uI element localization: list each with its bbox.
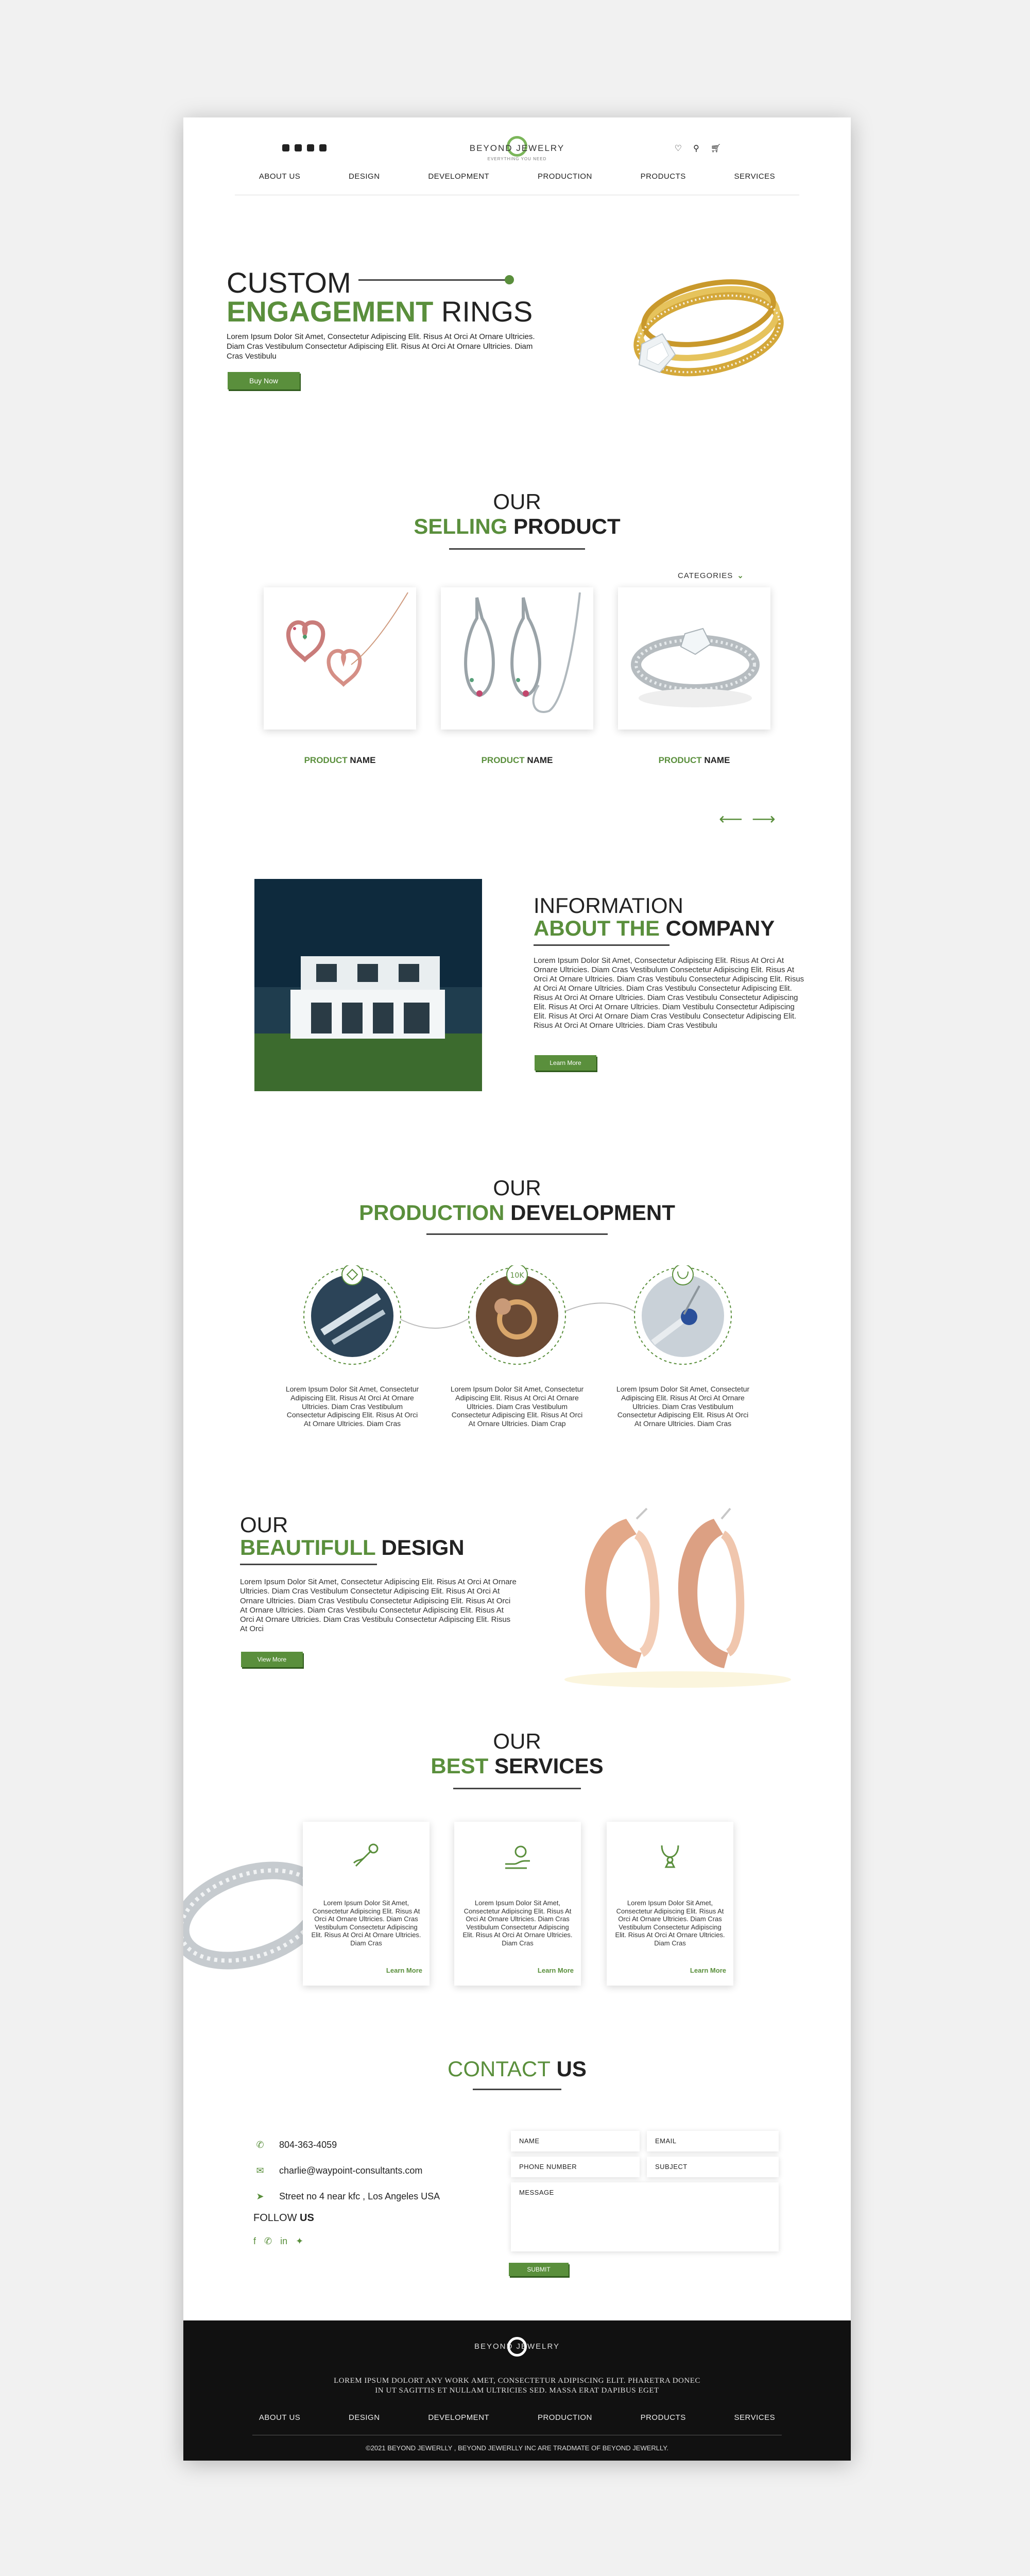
nav-services[interactable]: SERVICES (734, 172, 776, 181)
footer-description-line2: IN UT SAGITTIS ET NULLAM ULTRICIES SED. MASSA ERAT DAPIBUS EGET (375, 2386, 659, 2395)
heart-icon[interactable]: ♡ (674, 144, 682, 153)
cart-icon[interactable]: 🛒︎ (710, 144, 721, 153)
company-building-image (254, 879, 482, 1091)
production-heading-line2 (183, 1200, 851, 1225)
ring-offer-icon (502, 1840, 533, 1871)
mail-icon: ✉ (256, 2165, 264, 2176)
design-title-line1: OUR (240, 1513, 288, 1537)
service-card (454, 1822, 581, 1986)
categories-label: CATEGORIES (678, 571, 733, 580)
page (183, 117, 851, 2461)
production-heading-line1: OUR (493, 1176, 541, 1200)
hero-title-accent: ENGAGEMENT (227, 295, 434, 328)
instagram-icon[interactable] (295, 144, 302, 151)
service-description: Lorem Ipsum Dolor Sit Amet, Consectetur Adipiscing Elit. Risus At Orci At Ornare Ultricies. Diam Cras Vestibulum Consectetur Adipiscing Elit. Risus At Orci At Ornare Ultricies. Diam Cras (462, 1899, 573, 1947)
selling-heading-accent: SELLING (414, 514, 508, 538)
selling-heading-rest: PRODUCT (507, 514, 621, 538)
product-card[interactable] (264, 587, 416, 730)
hero-title-line1: CUSTOM (227, 266, 351, 299)
step-crafting-image (467, 1265, 568, 1366)
contact-email (254, 2165, 422, 2176)
step-description: Lorem Ipsum Dolor Sit Amet, Consectetur Adipiscing Elit. Risus At Orci At Ornare Ultricies. Diam Cras Vestibulum Consectetur Adipiscing Elit. Risus At Orci At Ornare Ultricies. Diam Cras (616, 1385, 750, 1428)
contact-address (254, 2191, 440, 2202)
categories-dropdown[interactable] (678, 571, 744, 580)
header-actions (675, 143, 721, 154)
product-name[interactable] (264, 755, 416, 766)
arrow-left-icon[interactable]: ⟵ (719, 809, 743, 828)
design-title-rest: DESIGN (375, 1535, 465, 1560)
design-title-rule (240, 1564, 377, 1565)
services-heading-rule (453, 1788, 581, 1789)
design-title-accent: BEAUTIFULL (240, 1535, 375, 1560)
product-name-accent: PRODUCT (481, 755, 525, 765)
footer (183, 2320, 851, 2461)
logo[interactable] (464, 136, 570, 165)
address-value: Street no 4 near kfc , Los Angeles USA (279, 2191, 440, 2201)
production-heading-accent: PRODUCTION (359, 1200, 505, 1225)
footer-nav-products[interactable]: PRODUCTS (640, 2413, 686, 2422)
about-title-line2 (534, 916, 775, 941)
email-field[interactable]: EMAIL (647, 2131, 779, 2151)
follow-label-light: FOLLOW (253, 2212, 297, 2224)
production-heading-rule (426, 1233, 608, 1235)
services-heading-line2 (183, 1754, 851, 1778)
view-more-button[interactable]: View More (241, 1652, 303, 1667)
step-description: Lorem Ipsum Dolor Sit Amet, Consectetur Adipiscing Elit. Risus At Orci At Ornare Ultricies. Diam Cras Vestibulum Consectetur Adipiscing Elit. Risus At Orci At Ornare Ultricies. Diam Cras (285, 1385, 419, 1428)
contact-heading-mid: ACT (507, 2057, 551, 2081)
footer-logo[interactable]: BEYOND JEWELRY (474, 2342, 560, 2351)
nav-about-us[interactable]: ABOUT US (259, 172, 301, 181)
contact-heading-rule (473, 2089, 561, 2090)
necklace-stand-icon (655, 1840, 685, 1871)
services-heading-line1: OUR (493, 1729, 541, 1753)
footer-nav (235, 2413, 799, 2422)
service-card (303, 1822, 430, 1986)
nav-design[interactable]: DESIGN (349, 172, 380, 181)
step-diamonds-image (302, 1265, 403, 1366)
contact-heading-accent: CONT (448, 2057, 507, 2081)
product-name-accent: PRODUCT (658, 755, 702, 765)
engagement-rings-image (611, 257, 791, 406)
linkedin-icon[interactable]: in (280, 2236, 288, 2246)
footer-nav-design[interactable]: DESIGN (349, 2413, 380, 2422)
submit-button[interactable]: SUBMIT (509, 2263, 569, 2276)
hero-description: Lorem Ipsum Dolor Sit Amet, Consectetur Adipiscing Elit. Risus At Orci At Ornare Ultricies. Diam Cras Vestibulum Consectetur Adipiscing Elit. Risus At Orci At Ornare Ultricies. Diam Cras Vestibulu (227, 332, 535, 361)
design-description: Lorem Ipsum Dolor Sit Amet, Consectetur Adipiscing Elit. Risus At Orci At Ornare Ultricies. Diam Cras Vestibulum Consectetur Adipiscing Elit. Risus At Orci At Ornare Ultricies. Diam Cras Vestibulu Consectetur Adipiscing Elit. Risus At Orci At Ornare Ultricies. Diam Cras Vestibulu Consectetur Adipiscing Elit. Risus At Orci At Ornare Ultricies. Diam Cras Vestibulu Consectetur Adipiscing Elit. Risus At Orci (240, 1578, 517, 1634)
production-heading (183, 1176, 851, 1225)
footer-copyright: ©2021 BEYOND JEWERLLY , BEYOND JEWERLLY INC ARE TRADMATE OF BEYOND JEWERLLY. (366, 2444, 668, 2452)
hoop-earrings-image (539, 1488, 806, 1699)
contact-heading (183, 2057, 851, 2081)
selling-heading (183, 489, 851, 539)
contact-heading-line (183, 2057, 851, 2081)
drop-earrings-image (441, 587, 593, 730)
nav-products[interactable]: PRODUCTS (640, 172, 686, 181)
location-icon: ➤ (256, 2191, 264, 2201)
selling-heading-line2 (183, 514, 851, 539)
about-learn-more-button[interactable]: Learn More (535, 1055, 596, 1071)
product-name-rest: NAME (347, 755, 376, 765)
hero-slider-handle[interactable] (505, 275, 514, 284)
product-name[interactable] (618, 755, 770, 766)
logo-text: BEYOND JEWELRY (469, 143, 565, 153)
product-card[interactable] (441, 587, 593, 730)
product-name-accent: PRODUCT (304, 755, 348, 765)
twitter-icon[interactable] (319, 144, 327, 151)
main-nav (235, 172, 799, 181)
service-learn-more-link[interactable]: Learn More (386, 1967, 422, 1974)
footer-description (311, 2376, 723, 2396)
follow-label-bold: US (297, 2212, 314, 2224)
facebook-icon[interactable] (282, 144, 289, 151)
phone-value[interactable]: 804-363-4059 (279, 2139, 337, 2150)
chevron-down-icon: ⌄ (737, 571, 744, 580)
social-icons (282, 144, 327, 151)
services-heading-accent: BEST (431, 1754, 489, 1778)
phone-number-field[interactable]: PHONE NUMBER (511, 2157, 640, 2177)
footer-nav-production[interactable]: PRODUCTION (537, 2413, 592, 2422)
footer-description-line1: LOREM IPSUM DOLORT ANY WORK AMET, CONSECTETUR ADIPISCING ELIT. PHARETRA DONEC (334, 2377, 700, 2385)
ring-hand-icon (351, 1840, 382, 1871)
about-title-line1: INFORMATION (534, 893, 683, 918)
message-field[interactable]: MESSAGE (511, 2182, 779, 2251)
nav-development[interactable]: DEVELOPMENT (428, 172, 490, 181)
heart-pendant-image (264, 587, 416, 730)
about-title-rest: COMPANY (660, 916, 775, 940)
subject-field[interactable]: SUBJECT (647, 2157, 779, 2177)
logo-tagline: EVERYTHING YOU NEED (487, 157, 547, 161)
carousel-arrows (719, 809, 776, 828)
design-title-line2 (240, 1535, 465, 1560)
step-description: Lorem Ipsum Dolor Sit Amet, Consectetur Adipiscing Elit. Risus At Orci At Ornare Ultricies. Diam Cras Vestibulum Consectetur Adipiscing Elit. Risus At Orci At Ornare Ultricies. Diam Crap (450, 1385, 584, 1428)
services-heading-rest: SERVICES (488, 1754, 604, 1778)
twitter-icon[interactable]: ✦ (296, 2236, 304, 2246)
hero-title-rest: RINGS (433, 295, 533, 328)
service-card (607, 1822, 733, 1986)
product-card[interactable] (618, 587, 770, 730)
service-description: Lorem Ipsum Dolor Sit Amet, Consectetur Adipiscing Elit. Risus At Orci At Ornare Ultricies. Diam Cras Vestibulum Consectetur Adipiscing Elit. Risus At Orci At Ornare Ultricies. Diam Cras (311, 1899, 421, 1947)
about-title-accent: ABOUT THE (534, 916, 660, 940)
service-learn-more-link[interactable]: Learn More (537, 1967, 574, 1974)
footer-nav-development[interactable]: DEVELOPMENT (428, 2413, 490, 2422)
product-name-rest: NAME (701, 755, 730, 765)
about-title-rule (534, 944, 670, 946)
service-description: Lorem Ipsum Dolor Sit Amet, Consectetur Adipiscing Elit. Risus At Orci At Ornare Ultricies. Diam Cras Vestibulum Consectetur Adipiscing Elit. Risus At Orci At Ornare Ultricies. Diam Cras (615, 1899, 725, 1947)
selling-heading-line1: OUR (493, 489, 541, 514)
selling-heading-rule (449, 548, 585, 550)
about-description: Lorem Ipsum Dolor Sit Amet, Consectetur Adipiscing Elit. Risus At Orci At Ornare Ultricies. Diam Cras Vestibulum Consectetur Adipiscing Elit. Risus At Orci At Ornare Ultricies. Diam Cras Vestibulu Consectetur Adipiscing Elit. Risus At Orci At Ornare Ultricies. Diam Cras Vestibulu Consectetur Adipiscing Elit. Risus At Orci At Ornare Ultricies. Diam Cras Vestibulu Consectetur Adipiscing Elit. Risus At Orci At Ornare Ultricies. Diam Vestibulu Consectetur Adipiscing Elit. Risus At Orci At Ornare Diam Cras Vestibulu Consectetur Adipiscing Elit. Risus At Orci At Ornare Ultricies. Diam Cras Vestibulu (534, 956, 804, 1030)
follow-icons (253, 2236, 303, 2247)
name-field[interactable]: NAME (511, 2131, 640, 2151)
youtube-icon[interactable] (307, 144, 314, 151)
product-name[interactable] (441, 755, 593, 766)
contact-phone (254, 2139, 337, 2150)
svg-text:10K: 10K (510, 1272, 524, 1280)
step-assembly-image (632, 1265, 733, 1366)
arrow-right-icon[interactable]: ⟶ (751, 809, 776, 828)
product-name-rest: NAME (524, 755, 553, 765)
contact-heading-rest: US (550, 2057, 587, 2081)
footer-nav-services[interactable]: SERVICES (734, 2413, 776, 2422)
whatsapp-icon[interactable]: ✆ (264, 2236, 272, 2246)
buy-now-button[interactable]: Buy Now (228, 372, 300, 389)
production-heading-rest: DEVELOPMENT (504, 1200, 675, 1225)
phone-icon: ✆ (256, 2139, 264, 2150)
facebook-icon[interactable]: f (253, 2236, 256, 2246)
hero-slider-track[interactable] (358, 279, 508, 281)
nav-production[interactable]: PRODUCTION (537, 172, 592, 181)
footer-nav-about-us[interactable]: ABOUT US (259, 2413, 301, 2422)
email-value[interactable]: charlie@waypoint-consultants.com (279, 2165, 423, 2176)
follow-us-label (253, 2212, 314, 2224)
silver-ring-image (618, 587, 770, 730)
search-icon[interactable]: ⚲ (693, 144, 699, 153)
hero-title-line2 (227, 295, 533, 328)
services-heading (183, 1729, 851, 1778)
service-learn-more-link[interactable]: Learn More (690, 1967, 726, 1974)
